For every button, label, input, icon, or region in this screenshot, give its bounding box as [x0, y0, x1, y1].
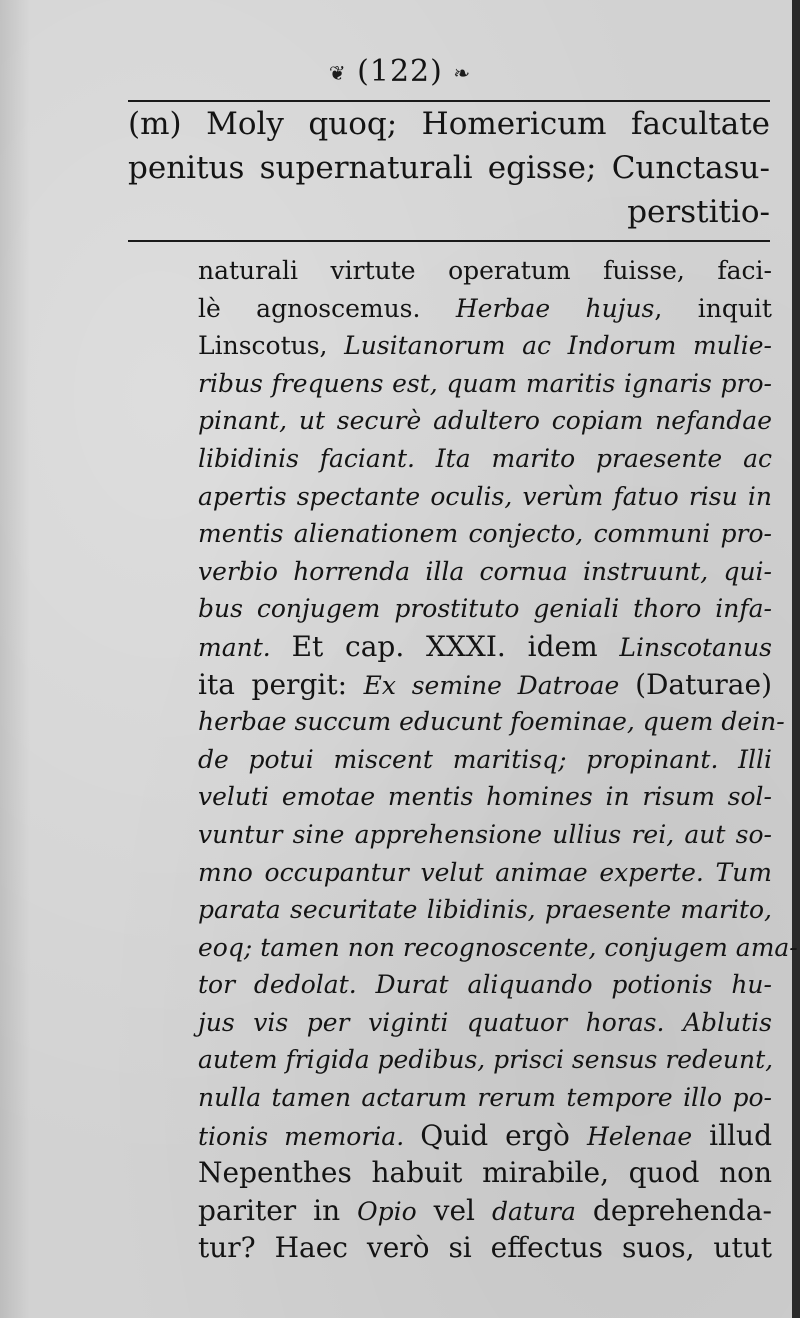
- text-line: [198, 666, 772, 704]
- italic-text: datura: [492, 1196, 576, 1226]
- gutter-shadow: [0, 0, 30, 1318]
- italic-text: tor dedolat. Durat aliquando potionis hu-: [198, 970, 772, 1000]
- italic-text: Linscotanus: [619, 632, 772, 662]
- footnote-line: perstitio-: [627, 194, 770, 230]
- roman-text: , inquit: [654, 293, 772, 323]
- text-line: [198, 628, 772, 666]
- italic-text: de potui miscent maritisq; propinant. Illi: [198, 744, 772, 774]
- text-line: [198, 741, 772, 779]
- text-line: [198, 290, 772, 328]
- text-line: [198, 1079, 772, 1117]
- italic-text: veluti emotae mentis homines in risum sol-: [198, 782, 772, 812]
- italic-text: mno occupantur velut animae experte. Tum: [198, 857, 772, 887]
- ornament-left-icon: ❦: [328, 61, 347, 85]
- italic-text: libidinis faciant. Ita marito praesente ac: [198, 443, 772, 473]
- text-line: [198, 440, 772, 478]
- ornament-right-icon: ❧: [453, 61, 472, 85]
- text-line: [198, 966, 772, 1004]
- italic-text: Helenae: [586, 1121, 693, 1151]
- text-line: [198, 816, 772, 854]
- roman-text: Quid ergò: [420, 1118, 587, 1152]
- roman-text: Nepenthes habuit mirabile, quod non: [198, 1156, 772, 1190]
- text-line: [198, 478, 772, 516]
- roman-text: ita pergit:: [198, 667, 364, 701]
- text-line: [198, 854, 772, 892]
- page-header: [0, 54, 800, 89]
- italic-text: apertis spectante oculis, verùm fatuo risu in: [198, 481, 772, 511]
- italic-text: eoq; tamen non recognoscente, conjugem ama-: [198, 932, 798, 962]
- footnote: [128, 102, 770, 234]
- italic-text: ribus frequens est, quam maritis ignaris pro-: [198, 368, 772, 398]
- text-line: [198, 778, 772, 816]
- text-line: [198, 553, 772, 591]
- roman-text: vel: [416, 1193, 492, 1227]
- text-line: [198, 1192, 772, 1230]
- italic-text: Ex semine Datroae: [363, 670, 636, 700]
- text-line: [198, 402, 772, 440]
- roman-text: lè agnoscemus.: [198, 293, 456, 323]
- page-edge: [792, 0, 800, 1318]
- footnote-bottom-rule: [128, 240, 770, 242]
- footnote-line: (m) Moly quoq; Homericum facultate: [128, 106, 770, 142]
- roman-text: Et cap. XXXI. idem: [291, 629, 620, 663]
- italic-text: vuntur sine apprehensione ullius rei, aut so-: [198, 819, 772, 849]
- italic-text: mant.: [198, 632, 292, 662]
- italic-text: mentis alienationem conjecto, communi pro-: [198, 519, 772, 549]
- text-line: [198, 365, 772, 403]
- italic-text: bus conjugem prostituto geniali thoro infa-: [198, 594, 772, 624]
- italic-text: nulla tamen actarum rerum tempore illo po-: [198, 1083, 772, 1113]
- footnote-line: penitus supernaturali egisse; Cunctasu-: [128, 150, 770, 186]
- text-line: [198, 891, 772, 929]
- italic-text: parata securitate libidinis, praesente marito,: [198, 895, 772, 925]
- text-line: [198, 929, 798, 967]
- roman-text: naturali virtute operatum fuisse, faci-: [198, 256, 772, 285]
- roman-text: tur? Haec verò si effectus suos, utut: [198, 1231, 772, 1265]
- text-line: [198, 327, 772, 365]
- text-line: [198, 703, 785, 741]
- italic-text: Herbae hujus: [455, 293, 655, 323]
- roman-text: illud: [692, 1118, 772, 1152]
- italic-text: verbio horrenda illa cornua instruunt, qui-: [198, 556, 772, 586]
- text-line: [198, 1041, 772, 1079]
- text-line: [198, 1229, 772, 1267]
- text-line: [198, 515, 772, 553]
- body-text: [198, 252, 798, 1267]
- text-line: [198, 1154, 772, 1192]
- roman-text: Linscotus,: [198, 331, 345, 361]
- italic-text: tionis memoria.: [198, 1121, 421, 1151]
- roman-text: pariter in: [198, 1193, 358, 1227]
- text-line: [198, 252, 772, 290]
- italic-text: autem frigida pedibus, prisci sensus redeunt,: [198, 1045, 774, 1075]
- text-line: [198, 590, 772, 628]
- italic-text: pinant, ut securè adultero copiam nefandae: [198, 406, 772, 436]
- text-line: [198, 1004, 772, 1042]
- page-number: (122): [357, 54, 443, 89]
- roman-text: deprehenda-: [575, 1193, 772, 1227]
- italic-text: jus vis per viginti quatuor horas. Ablutis: [198, 1007, 772, 1037]
- italic-text: herbae succum educunt foeminae, quem dein-: [198, 707, 785, 737]
- italic-text: Lusitanorum ac Indorum mulie-: [344, 331, 773, 361]
- text-line: [198, 1117, 772, 1155]
- roman-text: (Daturae): [635, 667, 772, 701]
- italic-text: Opio: [357, 1196, 417, 1226]
